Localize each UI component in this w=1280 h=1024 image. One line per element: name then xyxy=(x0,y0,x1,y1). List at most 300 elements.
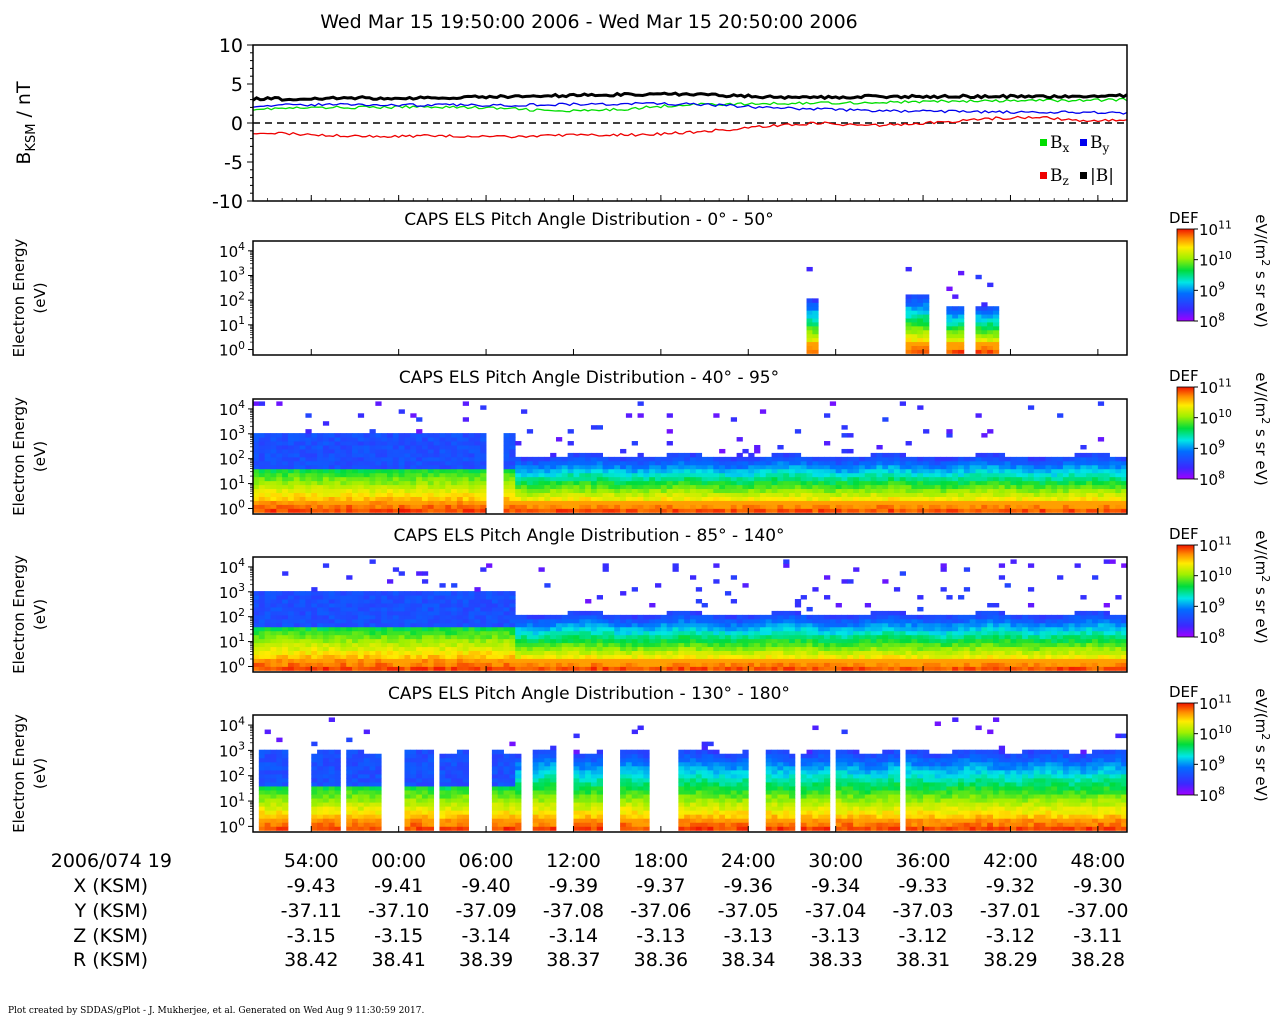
spectrogram-cell xyxy=(410,453,416,457)
spectrogram-cell xyxy=(737,489,743,493)
spectrogram-cell xyxy=(410,441,416,445)
spectrogram-cell xyxy=(667,496,673,500)
spectrogram-cell xyxy=(410,481,416,485)
spectrogram-cell xyxy=(317,615,323,619)
spectrogram-cell xyxy=(282,607,288,611)
spectrogram-cell xyxy=(270,489,276,493)
spectrogram-cell xyxy=(265,623,271,627)
spectrogram-cell xyxy=(690,662,696,666)
spectrogram-cell xyxy=(265,477,271,481)
spectrogram-cell xyxy=(608,662,614,666)
spectrogram-cell xyxy=(999,477,1005,481)
spectrogram-cell xyxy=(807,318,813,322)
spectrogram-cell xyxy=(807,345,813,349)
spectrogram-cell xyxy=(568,457,574,461)
spectrogram-cell xyxy=(638,504,644,508)
spectrogram-cell xyxy=(667,457,673,461)
spectrogram-cell xyxy=(305,461,311,465)
spectrogram-cell xyxy=(399,651,405,655)
spectrogram-cell xyxy=(917,635,923,639)
spectrogram-cell xyxy=(329,666,335,670)
spectrogram-cell xyxy=(911,508,917,512)
spectrogram-cell xyxy=(603,500,609,504)
spectrogram-cell xyxy=(399,409,405,413)
spectrogram-cell xyxy=(288,485,294,489)
spectrogram-cell xyxy=(434,441,440,445)
spectrogram-cell xyxy=(941,473,947,477)
spectrogram-cell xyxy=(608,493,614,497)
spectrogram-cell xyxy=(1016,500,1022,504)
spectrogram-cell xyxy=(906,330,912,334)
spectrogram-cell xyxy=(364,611,370,615)
spectrogram-cell xyxy=(469,643,475,647)
spectrogram-cell xyxy=(876,457,882,461)
spectrogram-cell xyxy=(795,508,801,512)
spectrogram-cell xyxy=(993,334,999,338)
spectrogram-cell xyxy=(457,504,463,508)
spectrogram-cell xyxy=(993,314,999,318)
spectrogram-cell xyxy=(416,493,422,497)
spectrogram-cell xyxy=(841,579,847,583)
spectrogram-cell xyxy=(935,469,941,473)
spectrogram-cell xyxy=(999,500,1005,504)
spectrogram-cell xyxy=(853,647,859,651)
spectrogram-cell xyxy=(556,504,562,508)
spectrogram-cell xyxy=(737,504,743,508)
spectrogram-cell xyxy=(754,619,760,623)
spectrogram-cell xyxy=(399,603,405,607)
spectrogram-cell xyxy=(999,469,1005,473)
spectrogram-cell xyxy=(707,635,713,639)
spectrogram-cell xyxy=(445,635,451,639)
spectrogram-cell xyxy=(882,496,888,500)
spectrogram-cell xyxy=(655,461,661,465)
spectrogram-cell xyxy=(346,607,352,611)
spectrogram-cell xyxy=(265,500,271,504)
colorbar-tick-label xyxy=(1199,407,1232,428)
spectrogram-cell xyxy=(381,461,387,465)
spectrogram-cell xyxy=(911,314,917,318)
spectrogram-cell xyxy=(492,651,498,655)
spectrogram-cell xyxy=(1040,493,1046,497)
spectrogram-cell xyxy=(364,599,370,603)
spectrogram-cell xyxy=(375,658,381,662)
spectrogram-cell xyxy=(1034,461,1040,465)
spectrogram-cell xyxy=(311,647,317,651)
spectrogram-cell xyxy=(952,643,958,647)
spectrogram-cell xyxy=(259,631,265,635)
spectrogram-cell xyxy=(439,658,445,662)
spectrogram-cell xyxy=(614,461,620,465)
spectrogram-cell xyxy=(807,493,813,497)
spectrogram-cell xyxy=(416,417,422,421)
spectrogram-cell xyxy=(830,481,836,485)
spectrogram-cell xyxy=(1080,504,1086,508)
spectrogram-cell xyxy=(340,662,346,666)
spectrogram-cell xyxy=(964,504,970,508)
spectrogram-cell xyxy=(550,662,556,666)
spectrogram-cell xyxy=(486,666,492,670)
spectrogram-cell xyxy=(393,607,399,611)
spectrogram-cell xyxy=(643,496,649,500)
spectrogram-cell xyxy=(754,445,760,449)
spectrogram-cell xyxy=(696,461,702,465)
spectrogram-cell xyxy=(550,654,556,658)
spectrogram-cell xyxy=(643,489,649,493)
spectrogram-cell xyxy=(288,666,294,670)
spectrogram-cell xyxy=(434,445,440,449)
spectrogram-cell xyxy=(952,619,958,623)
energy-tick-label xyxy=(219,398,245,419)
spectrogram-cell xyxy=(626,413,632,417)
spectrogram-cell xyxy=(1080,457,1086,461)
spectrogram-cell xyxy=(451,473,457,477)
spectrogram-cell xyxy=(451,496,457,500)
spectrogram-cell xyxy=(935,654,941,658)
spectrogram-cell xyxy=(486,662,492,666)
spectrogram-cell xyxy=(836,647,842,651)
spectrogram-cell xyxy=(265,461,271,465)
spectrogram-cell xyxy=(579,473,585,477)
spectrogram-cell xyxy=(929,489,935,493)
spectrogram-cell xyxy=(445,441,451,445)
spectrogram-cell xyxy=(1040,465,1046,469)
spectrogram-cell xyxy=(480,473,486,477)
spectrogram-cell xyxy=(801,627,807,631)
spectrogram-cell xyxy=(335,654,341,658)
spectrogram-cell xyxy=(509,666,515,670)
spectrogram-cell xyxy=(946,508,952,512)
spectrogram-cell xyxy=(323,599,329,603)
spectrogram-cell xyxy=(276,508,282,512)
spectrogram-cell xyxy=(253,627,259,631)
spectrogram-cell xyxy=(731,619,737,623)
energy-tick-label xyxy=(219,498,245,519)
spectrogram-cell xyxy=(474,647,480,651)
spectrogram-cell xyxy=(1080,445,1086,449)
spectrogram-cell xyxy=(684,611,690,615)
spectrogram-cell xyxy=(847,493,853,497)
spectrogram-cell xyxy=(276,433,282,437)
spectrogram-cell xyxy=(638,647,644,651)
spectrogram-cell xyxy=(1086,473,1092,477)
spectrogram-cell xyxy=(661,635,667,639)
spectrogram-cell xyxy=(655,485,661,489)
spectrogram-cell xyxy=(865,647,871,651)
spectrogram-cell xyxy=(539,635,545,639)
spectrogram-cell xyxy=(387,654,393,658)
spectrogram-cell xyxy=(731,461,737,465)
spectrogram-cell xyxy=(282,477,288,481)
spectrogram-cell xyxy=(719,496,725,500)
spectrogram-cell xyxy=(375,627,381,631)
spectrogram-cell xyxy=(906,654,912,658)
spectrogram-cell xyxy=(346,449,352,453)
spectrogram-cell xyxy=(591,469,597,473)
spectrogram-cell xyxy=(795,611,801,615)
spectrogram-cell xyxy=(818,477,824,481)
spectrogram-cell xyxy=(434,651,440,655)
spectrogram-cell xyxy=(521,643,527,647)
tick-exp: 8 xyxy=(1218,468,1225,482)
spectrogram-cell xyxy=(1069,500,1075,504)
spectrogram-cell xyxy=(311,457,317,461)
spectrogram-cell xyxy=(876,485,882,489)
spectrogram-cell xyxy=(958,651,964,655)
spectrogram-cell xyxy=(591,654,597,658)
spectrogram-cell xyxy=(946,433,952,437)
spectrogram-cell xyxy=(766,662,772,666)
spectrogram-cell xyxy=(416,429,422,433)
spectrogram-cell xyxy=(620,485,626,489)
spectrogram-cell xyxy=(1045,481,1051,485)
spectrogram-cell xyxy=(824,643,830,647)
spectrogram-cell xyxy=(999,508,1005,512)
spectrogram-cell xyxy=(958,485,964,489)
spectrogram-cell xyxy=(1080,453,1086,457)
spectrogram-cell xyxy=(649,643,655,647)
spectrogram-cell xyxy=(958,322,964,326)
spectrogram-cell xyxy=(696,457,702,461)
spectrogram-cell xyxy=(766,651,772,655)
spectrogram-cell xyxy=(335,504,341,508)
spectrogram-cell xyxy=(958,469,964,473)
spectrogram-cell xyxy=(626,639,632,643)
spectrogram-cell xyxy=(836,631,842,635)
spectrogram-cell xyxy=(976,334,982,338)
spectrogram-cell xyxy=(300,489,306,493)
spectrogram-cell xyxy=(1110,473,1116,477)
spectrogram-cell xyxy=(282,571,288,575)
spectrogram-cell xyxy=(1075,481,1081,485)
spectrogram-cell xyxy=(841,654,847,658)
spectrogram-cell xyxy=(678,635,684,639)
spectrogram-cell xyxy=(1016,489,1022,493)
spectrogram-cell xyxy=(731,489,737,493)
spectrogram-cell xyxy=(760,409,766,413)
spectrogram-cell xyxy=(643,457,649,461)
spectrogram-cell xyxy=(777,481,783,485)
spectrogram-cell xyxy=(480,635,486,639)
spectrogram-cell xyxy=(655,623,661,627)
spectrogram-cell xyxy=(317,623,323,627)
spectrogram-cell xyxy=(544,469,550,473)
spectrogram-cell xyxy=(807,615,813,619)
spectrogram-cell xyxy=(539,489,545,493)
spectrogram-cell xyxy=(1104,496,1110,500)
spectrogram-cell xyxy=(469,445,475,449)
spectrogram-cell xyxy=(346,658,352,662)
spectrogram-cell xyxy=(300,500,306,504)
spectrogram-cell xyxy=(1104,473,1110,477)
spectrogram-cell xyxy=(987,481,993,485)
spectrogram-cell xyxy=(614,477,620,481)
spectrogram-cell xyxy=(550,457,556,461)
spectrogram-cell xyxy=(894,662,900,666)
spectrogram-cell xyxy=(865,623,871,627)
spectrogram-cell xyxy=(358,445,364,449)
spectrogram-cell xyxy=(358,441,364,445)
spectrogram-cell xyxy=(626,508,632,512)
spectrogram-cell xyxy=(981,310,987,314)
spectrogram-cell xyxy=(253,639,259,643)
spectrogram-cell xyxy=(952,631,958,635)
spectrogram-cell xyxy=(707,647,713,651)
spectrogram-cell xyxy=(754,473,760,477)
spectrogram-cell xyxy=(381,465,387,469)
spectrogram-cell xyxy=(556,500,562,504)
spectrogram-cell xyxy=(539,639,545,643)
spectrogram-cell xyxy=(667,461,673,465)
spectrogram-cell xyxy=(364,500,370,504)
spectrogram-cell xyxy=(923,631,929,635)
spectrogram-cell xyxy=(748,635,754,639)
spectrogram-cell xyxy=(340,457,346,461)
spectrogram-cell xyxy=(352,433,358,437)
spectrogram-cell xyxy=(748,496,754,500)
spectrogram-cell xyxy=(311,607,317,611)
spectrogram-cell xyxy=(539,647,545,651)
spectrogram-cell xyxy=(399,465,405,469)
spectrogram-cell xyxy=(270,457,276,461)
spectrogram-cell xyxy=(812,322,818,326)
spectrogram-cell xyxy=(457,611,463,615)
spectrogram-cell xyxy=(707,643,713,647)
spectrogram-cell xyxy=(958,334,964,338)
spectrogram-cell xyxy=(445,607,451,611)
spectrogram-cell xyxy=(404,469,410,473)
spectrogram-cell xyxy=(871,631,877,635)
spectrogram-cell xyxy=(387,493,393,497)
spectrogram-cell xyxy=(772,635,778,639)
colorbar-tick-label xyxy=(1199,249,1232,270)
spectrogram-cell xyxy=(655,627,661,631)
spectrogram-cell xyxy=(952,477,958,481)
spectrogram-cell xyxy=(1057,493,1063,497)
spectrogram-cell xyxy=(276,504,282,508)
spectrogram-cell xyxy=(480,567,486,571)
spectrogram-cell xyxy=(952,489,958,493)
spectrogram-cell xyxy=(690,666,696,670)
spectrogram-cell xyxy=(486,647,492,651)
spectrogram-cell xyxy=(504,639,510,643)
spectrogram-cell xyxy=(504,627,510,631)
spectrogram-cell xyxy=(335,595,341,599)
spectrogram-cell xyxy=(451,453,457,457)
spectrogram-cell xyxy=(509,627,515,631)
spectrogram-cell xyxy=(801,508,807,512)
spectrogram-cell xyxy=(976,477,982,481)
spectrogram-cell xyxy=(346,666,352,670)
spectrogram-cell xyxy=(725,662,731,666)
spectrogram-cell xyxy=(317,658,323,662)
spectrogram-cell xyxy=(1051,469,1057,473)
spectrogram-cell xyxy=(340,619,346,623)
spectrogram-cell xyxy=(795,504,801,508)
spectrogram-cell xyxy=(556,619,562,623)
spectrogram-cell xyxy=(474,627,480,631)
spectrogram-cell xyxy=(521,666,527,670)
spectrogram-cell xyxy=(504,481,510,485)
spectrogram-cell xyxy=(789,469,795,473)
spectrogram-cell xyxy=(737,666,743,670)
spectrogram-cell xyxy=(579,500,585,504)
spectrogram-cell xyxy=(573,643,579,647)
spectrogram-cell xyxy=(282,465,288,469)
spectrogram-cell xyxy=(591,489,597,493)
spectrogram-cell xyxy=(474,639,480,643)
spectrogram-cell xyxy=(288,493,294,497)
spectrogram-cell xyxy=(311,599,317,603)
spectrogram-cell xyxy=(795,493,801,497)
spectrogram-cell xyxy=(364,627,370,631)
spectrogram-cell xyxy=(772,477,778,481)
spectrogram-cell xyxy=(358,639,364,643)
spectrogram-cell xyxy=(900,611,906,615)
colorbar-unit xyxy=(1252,372,1272,485)
spectrogram-cell xyxy=(265,489,271,493)
spectrogram-cell xyxy=(876,647,882,651)
spectrogram-cell xyxy=(620,461,626,465)
spectrogram-cell xyxy=(550,639,556,643)
spectrogram-cell xyxy=(253,457,259,461)
spectrogram-cell xyxy=(504,607,510,611)
spectrogram-cell xyxy=(906,310,912,314)
spectrogram-cell xyxy=(655,469,661,473)
spectrogram-cell xyxy=(789,481,795,485)
spectrogram-cell xyxy=(544,485,550,489)
spectrogram-cell xyxy=(807,662,813,666)
spectrogram-cell xyxy=(976,469,982,473)
spectrogram-cell xyxy=(474,658,480,662)
spectrogram-cell xyxy=(929,643,935,647)
spectrogram-cell xyxy=(259,449,265,453)
spectrogram-cell xyxy=(807,481,813,485)
spectrogram-cell xyxy=(952,318,958,322)
spectrogram-cell xyxy=(772,496,778,500)
spectrogram-cell xyxy=(591,627,597,631)
spectrogram-cell xyxy=(253,481,259,485)
spectrogram-cell xyxy=(288,643,294,647)
tick-base: 10 xyxy=(219,475,239,494)
spectrogram-cell xyxy=(946,330,952,334)
spectrogram-cell xyxy=(958,595,964,599)
spectrogram-cell xyxy=(643,643,649,647)
spectrogram-cell xyxy=(364,658,370,662)
spectrogram-cell xyxy=(521,658,527,662)
spectrogram-cell xyxy=(853,619,859,623)
spectrogram-cell xyxy=(539,457,545,461)
spectrogram-cell xyxy=(620,658,626,662)
spectrogram-cell xyxy=(737,647,743,651)
spectrogram-cell xyxy=(929,457,935,461)
spectrogram-cell xyxy=(469,473,475,477)
spectrogram-cell xyxy=(370,654,376,658)
spectrogram-cell xyxy=(684,465,690,469)
spectrogram-cell xyxy=(451,461,457,465)
spectrogram-cell xyxy=(381,627,387,631)
spectrogram-cell xyxy=(305,465,311,469)
spectrogram-cell xyxy=(335,643,341,647)
spectrogram-cell xyxy=(830,662,836,666)
spectrogram-cell xyxy=(946,457,952,461)
spectrogram-cell xyxy=(335,607,341,611)
spectrogram-cell xyxy=(270,508,276,512)
spectrogram-cell xyxy=(317,433,323,437)
spectrogram-cell xyxy=(591,500,597,504)
spectrogram-cell xyxy=(906,493,912,497)
spectrogram-cell xyxy=(964,461,970,465)
